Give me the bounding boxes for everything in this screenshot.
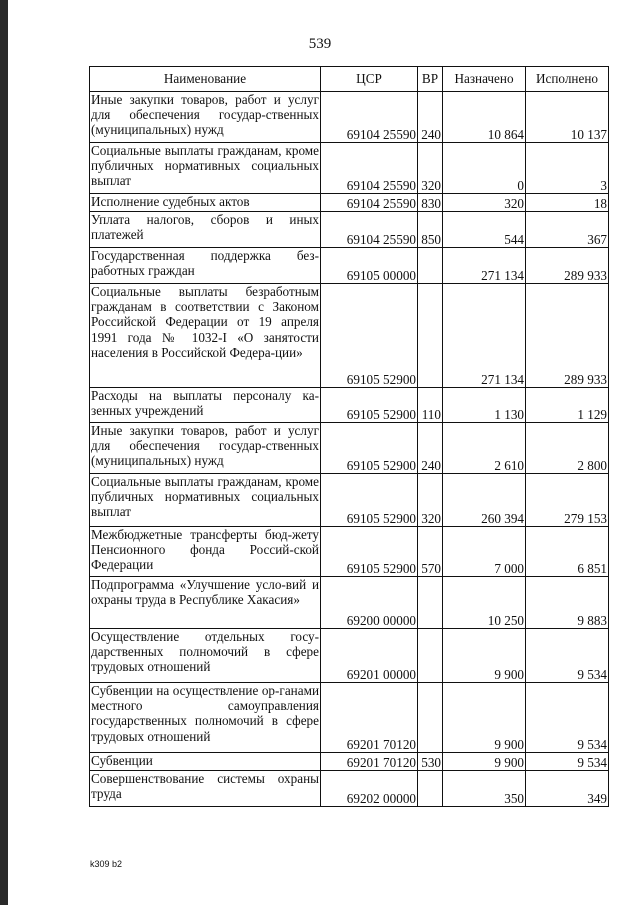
row-csr: 69105 52900 [321, 388, 418, 423]
row-name: Межбюджетные трансферты бюд-жету Пенсионного фонда Россий-ской Федерации [90, 527, 321, 577]
header-executed: Исполнено [526, 67, 609, 92]
row-planned: 320 [443, 194, 526, 212]
row-planned: 0 [443, 143, 526, 194]
table-row [90, 629, 609, 683]
row-vr [418, 284, 443, 388]
row-vr: 850 [418, 212, 443, 248]
row-name: Социальные выплаты гражданам, кроме публичных нормативных социальных выплат [90, 474, 321, 527]
row-name: Иные закупки товаров, работ и услуг для обеспечения государ-ственных (муниципальных) нужд [90, 423, 321, 474]
row-planned: 9 900 [443, 683, 526, 753]
row-executed: 279 153 [526, 474, 609, 527]
row-vr: 240 [418, 92, 443, 143]
row-vr: 530 [418, 753, 443, 771]
footer-code: k309 b2 [90, 859, 123, 869]
row-vr: 570 [418, 527, 443, 577]
row-csr: 69105 00000 [321, 248, 418, 284]
row-executed: 9 534 [526, 683, 609, 753]
row-planned: 9 900 [443, 629, 526, 683]
row-name: Подпрограмма «Улучшение усло-вий и охраны труда в Республике Хакасия» [90, 577, 321, 629]
row-csr: 69105 52900 [321, 474, 418, 527]
row-vr: 830 [418, 194, 443, 212]
row-csr: 69201 00000 [321, 629, 418, 683]
row-planned: 544 [443, 212, 526, 248]
row-name: Субвенции [90, 753, 321, 771]
row-csr: 69104 25590 [321, 212, 418, 248]
page-number: 539 [308, 36, 332, 52]
row-name: Осуществление отдельных госу-дарственных полномочий в сфере трудовых отношений [90, 629, 321, 683]
row-csr: 69105 52900 [321, 284, 418, 388]
row-executed: 349 [526, 771, 609, 807]
table-row [90, 212, 609, 248]
row-vr [418, 629, 443, 683]
row-planned: 1 130 [443, 388, 526, 423]
table-row [90, 248, 609, 284]
table-row [90, 194, 609, 212]
row-vr: 240 [418, 423, 443, 474]
row-executed: 10 137 [526, 92, 609, 143]
row-csr: 69202 00000 [321, 771, 418, 807]
row-name: Иные закупки товаров, работ и услуг для обеспечения государ-ственных (муниципальных) нужд [90, 92, 321, 143]
row-csr: 69201 70120 [321, 683, 418, 753]
row-name: Субвенции на осуществление ор-ганами местного самоуправления государственных полномочий в сфере трудовых отношений [90, 683, 321, 753]
row-executed: 9 534 [526, 753, 609, 771]
table-row [90, 753, 609, 771]
row-vr [418, 771, 443, 807]
row-csr: 69201 70120 [321, 753, 418, 771]
table-row [90, 143, 609, 194]
row-name: Расходы на выплаты персоналу ка-зенных учреждений [90, 388, 321, 423]
budget-table [89, 66, 609, 807]
table-row [90, 423, 609, 474]
row-vr: 320 [418, 143, 443, 194]
row-planned: 7 000 [443, 527, 526, 577]
row-name: Совершенствование системы охраны труда [90, 771, 321, 807]
row-csr: 69105 52900 [321, 423, 418, 474]
table-row [90, 474, 609, 527]
row-executed: 289 933 [526, 248, 609, 284]
row-executed: 3 [526, 143, 609, 194]
header-vr: ВР [418, 67, 443, 92]
row-vr: 320 [418, 474, 443, 527]
row-planned: 2 610 [443, 423, 526, 474]
table-row [90, 92, 609, 143]
row-csr: 69104 25590 [321, 143, 418, 194]
row-planned: 260 394 [443, 474, 526, 527]
row-planned: 9 900 [443, 753, 526, 771]
table-row [90, 388, 609, 423]
row-executed: 367 [526, 212, 609, 248]
row-executed: 289 933 [526, 284, 609, 388]
row-vr [418, 577, 443, 629]
row-name: Государственная поддержка без-работных граждан [90, 248, 321, 284]
row-planned: 271 134 [443, 284, 526, 388]
row-planned: 350 [443, 771, 526, 807]
table-header-row [90, 67, 609, 92]
table-row [90, 527, 609, 577]
row-executed: 2 800 [526, 423, 609, 474]
header-csr: ЦСР [321, 67, 418, 92]
table-row [90, 284, 609, 388]
scan-edge [0, 0, 8, 905]
table-row [90, 577, 609, 629]
table-row [90, 683, 609, 753]
row-name: Уплата налогов, сборов и иных платежей [90, 212, 321, 248]
row-executed: 9 883 [526, 577, 609, 629]
row-csr: 69200 00000 [321, 577, 418, 629]
header-name: Наименование [90, 67, 321, 92]
row-vr [418, 683, 443, 753]
header-planned: Назначено [443, 67, 526, 92]
row-executed: 9 534 [526, 629, 609, 683]
row-csr: 69104 25590 [321, 92, 418, 143]
row-planned: 10 864 [443, 92, 526, 143]
table-row [90, 771, 609, 807]
row-name: Социальные выплаты безработным гражданам в соответствии с Законом Российской Федерации от 19 апреля 1991 года № 1032-I «О занятости населения в Российской Федера-ции» [90, 284, 321, 388]
row-vr [418, 248, 443, 284]
row-vr: 110 [418, 388, 443, 423]
row-name: Исполнение судебных актов [90, 194, 321, 212]
row-csr: 69104 25590 [321, 194, 418, 212]
row-executed: 1 129 [526, 388, 609, 423]
row-csr: 69105 52900 [321, 527, 418, 577]
row-executed: 6 851 [526, 527, 609, 577]
row-planned: 271 134 [443, 248, 526, 284]
row-executed: 18 [526, 194, 609, 212]
row-name: Социальные выплаты гражданам, кроме публичных нормативных социальных выплат [90, 143, 321, 194]
row-planned: 10 250 [443, 577, 526, 629]
